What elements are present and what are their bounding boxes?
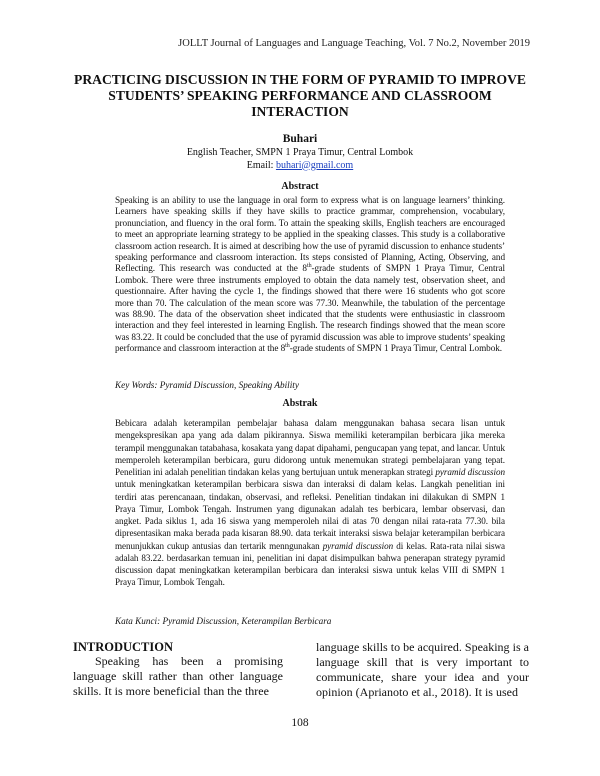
abstract-heading: Abstract — [281, 181, 319, 192]
email-link[interactable]: buhari@gmail.com — [275, 159, 354, 171]
paper-title: PRACTICING DISCUSSION IN THE FORM OF PYRAMID TO IMPROVE STUDENTS’ SPEAKING PERFORMANCE AND CLASSROOM INTERACTION — [74, 72, 526, 119]
abstract-text-2: -grade students of SMPN 1 Praya Timur, Central Lombok. There were three instruments employed to obtain the data namely test, observation sheet, and questionnaire. After having the cycle 1, the findings showed that there were 16 students who got score more than 70. The calculation of the mean score was 77.30. Meanwhile, the tabulation of the percentage was 88.90. The data of the observation sheet indicated that the students were enthusiastic in classroom interaction and they feel interested in learning English. The research findings showed that the mean score was 83.22. It could be concluded that the use of pyramid discussion was able to improve students’ speaking performance and classroom interaction at the 8 — [115, 263, 505, 354]
abstract-text-3: -grade students of SMPN 1 Praya Timur, Central Lombok. — [289, 343, 503, 354]
abstrak-text-3: di kelas. Rata-rata nilai siswa adalah 83.22. berdasarkan temuan ini, penelitian ini dapat disimpulkan bahwa penerapan strategy pyramid discussion dapat meningkatkan keterampilan berbicara dan interaksi siswa untuk kelas VIII di SMPN 1 Praya Timur, Lombok Tengah. — [115, 540, 505, 588]
abstrak-keywords: Kata Kunci: Pyramid Discussion, Keterampilan Berbicara — [115, 616, 332, 626]
abstract-body — [115, 195, 505, 355]
abstrak-heading: Abstrak — [282, 398, 318, 409]
abstrak-body — [115, 417, 505, 589]
author-affiliation: English Teacher, SMPN 1 Praya Timur, Central Lombok — [186, 147, 414, 158]
abstract-sup-2: th — [285, 343, 290, 350]
introduction-right-column: language skills to be acquired. Speaking is a language skill that is very important to communicate, share your idea and your opinion (Aprianoto et al., 2018). It is used — [316, 640, 529, 699]
introduction-heading: INTRODUCTION — [73, 640, 174, 654]
abstrak-em-2: pyramid discussion — [322, 540, 394, 551]
abstrak-text-1: Bebicara adalah keterampilan pembelajar bahasa dalam menggunakan bahasa secara lisan untuk mengekspresikan apa yang ada dalam pikirannya. Siswa memiliki keterampilan berbicara jika mereka terampil menggunakan tatabahasa, kosakata yang dapat dipahami, pengucapan yang tepat, and lancar. Untuk memperoleh keterampilan berbicara, guru didorong untuk menemukan strategi pembelajaran yang tepat. Penelitian ini adalah penelitian tindakan kelas yang bertujuan untuk menerapkan strategi — [115, 418, 505, 477]
author-affiliation-block — [0, 147, 600, 172]
introduction-left-column — [73, 654, 283, 699]
abstract-sup-1: th — [306, 263, 312, 270]
email-label: Email: — [246, 159, 276, 171]
abstract-text-1: Speaking is an ability to use the language in oral form to express what is on language learners’ thinking. Learners have speaking skills if they have skills to practice grammar, comprehension, vocabulary, pronunciation, and fluency in the oral form. To attain the speaking skills, English teachers are encouraged to meet an appropriate learning strategy to be applied in the speaking classes. This study is a collaborative classroom action research. It is aimed at describing how the use of pyramid discussion to enhance students’ speaking performance and classroom interaction. Its steps consisted of Planning, Acting, Observing, and Reflecting. This research was conducted at the 8 — [115, 195, 505, 274]
introduction-left-text: Speaking has been a promising language skill rather than other language skills. It is more beneficial than the three — [73, 654, 283, 698]
abstrak-em-1: pyramid discussion — [435, 467, 505, 477]
running-header: JOLLT Journal of Languages and Language Teaching, Vol. 7 No.2, November 2019 — [178, 38, 530, 49]
author-email-line — [0, 160, 600, 173]
abstract-keywords: Key Words: Pyramid Discussion, Speaking Ability — [115, 380, 299, 390]
abstrak-text-2: untuk meningkatkan keterampilan berbicara siswa dan interaksi di dalam kelas. Langkah penelitian ini terdiri atas perencanaan, tindakan, observasi, and refleksi. Penelitian tindakan ini dilakukan di SMPN 1 Praya Timur, Lombok Tengah. Instrumen yang digunakan adalah tes berbicara, lembar observasi, dan angket. Pada siklus 1, ada 16 siswa yang memperoleh nilai di atas 70 dengan nilai rata-rata 77.30. bila dipresentasikan maka berada pada kisaran 88.90. data terkait interaksi siswa belajar keterampilan berbicara menunjukkan cukup antusias dan tertarik menngunakan — [115, 479, 505, 551]
author-name: Buhari — [282, 133, 318, 145]
page-number: 108 — [291, 717, 309, 729]
